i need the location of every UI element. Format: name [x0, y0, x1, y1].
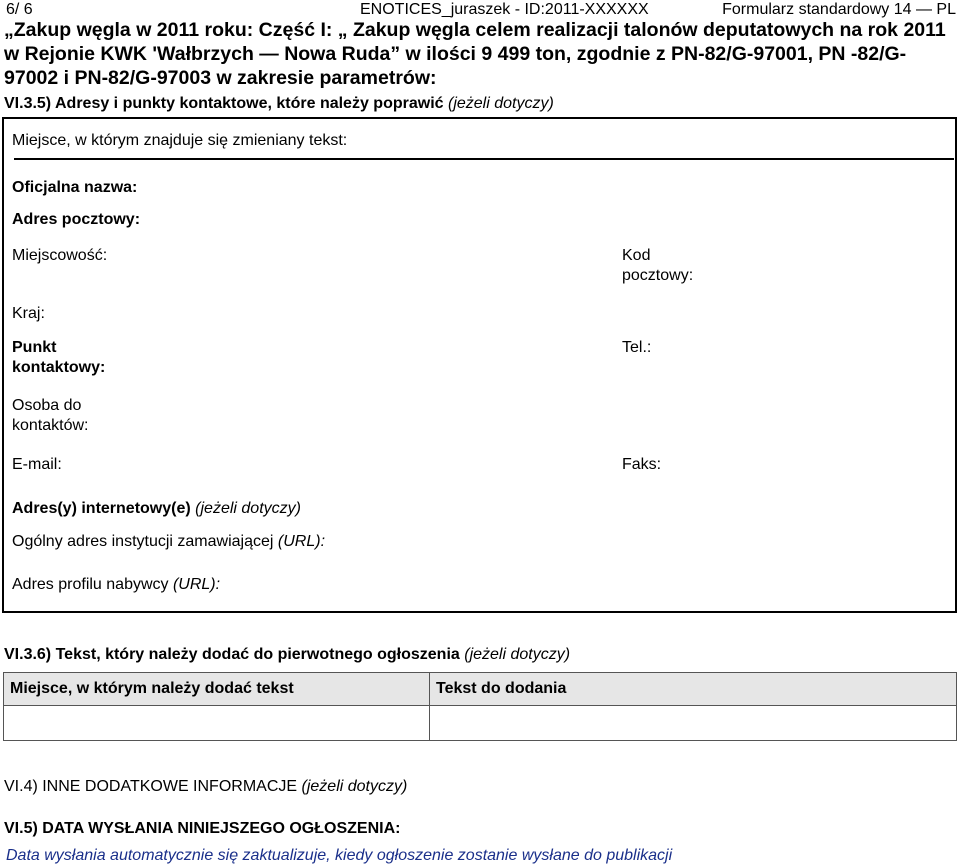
postal-code-label: Kod pocztowy:	[622, 247, 694, 284]
column-header-location: Miejsce, w którym należy dodać tekst	[4, 673, 430, 706]
section-vi4-heading	[4, 777, 407, 797]
notice-title: „Zakup węgla w 2011 roku: Część I: „ Zakup węgla celem realizacji talonów deputatowych na rok 2011 w Rejonie KWK 'Wałbrzych — Nowa Ruda” w ilości 9 499 ton, zgodnie z PN-82/G-97001, PN -82/G-97002 i PN-82/G-97003 w zakresie parametrów:	[4, 19, 946, 89]
location-label: Miejsce, w którym znajduje się zmieniany tekst:	[12, 132, 348, 149]
general-address-text: Ogólny adres instytucji zamawiającej	[12, 533, 274, 550]
section-vi36-note: (jeżeli dotyczy)	[464, 646, 571, 663]
divider-rule	[14, 158, 954, 160]
page-number: 6/ 6	[6, 1, 33, 18]
buyer-profile-label	[12, 575, 220, 595]
footer-note: Data wysłania automatycznie się zaktualizuje, kiedy ogłoszenie zostanie wysłane do publikacji	[6, 847, 673, 864]
section-vi35-heading	[4, 94, 554, 114]
email-label: E-mail:	[12, 456, 62, 473]
section-vi5-code: VI.5) DATA WYSŁANIA NINIEJSZEGO OGŁOSZENIA:	[4, 820, 401, 837]
general-address-url: (URL):	[277, 533, 326, 550]
section-vi36-heading	[4, 645, 570, 665]
country-label: Kraj:	[12, 305, 45, 322]
internet-heading-note: (jeżeli dotyczy)	[195, 500, 301, 517]
section-vi36-code: VI.3.6) Tekst, który należy dodać do pierwotnego ogłoszenia	[4, 646, 460, 663]
postal-address-label: Adres pocztowy:	[12, 211, 141, 228]
text-addition-table	[3, 672, 957, 741]
buyer-profile-text: Adres profilu nabywcy	[12, 576, 169, 593]
notice-id: ENOTICES_juraszek - ID:2011-XXXXXX	[360, 1, 649, 18]
contact-point-label: Punkt kontaktowy:	[12, 339, 106, 376]
section-vi5-heading	[4, 819, 400, 839]
section-vi35-code: VI.3.5) Adresy i punkty kontaktowe, które należy poprawić	[4, 95, 444, 112]
city-label: Miejscowość:	[12, 247, 108, 264]
table-cell-text	[430, 706, 957, 741]
fax-label: Faks:	[622, 456, 662, 473]
official-name-label: Oficjalna nazwa:	[12, 179, 138, 196]
table-cell-location	[4, 706, 430, 741]
table-row	[4, 706, 957, 741]
section-vi4-code: VI.4) INNE DODATKOWE INFORMACJE	[4, 778, 298, 795]
contact-person-label: Osoba do kontaktów:	[12, 397, 89, 434]
section-vi4-note: (jeżeli dotyczy)	[301, 778, 408, 795]
internet-heading-text: Adres(y) internetowy(e)	[12, 500, 191, 517]
buyer-profile-url: (URL):	[172, 576, 221, 593]
table-header-row	[4, 673, 957, 706]
phone-label: Tel.:	[622, 339, 652, 356]
column-header-text: Tekst do dodania	[430, 673, 957, 706]
address-change-box	[2, 117, 957, 613]
section-vi35-note: (jeżeli dotyczy)	[447, 95, 554, 112]
general-address-label	[12, 532, 325, 552]
internet-heading	[12, 499, 301, 519]
form-type: Formularz standardowy 14 — PL	[722, 1, 956, 18]
